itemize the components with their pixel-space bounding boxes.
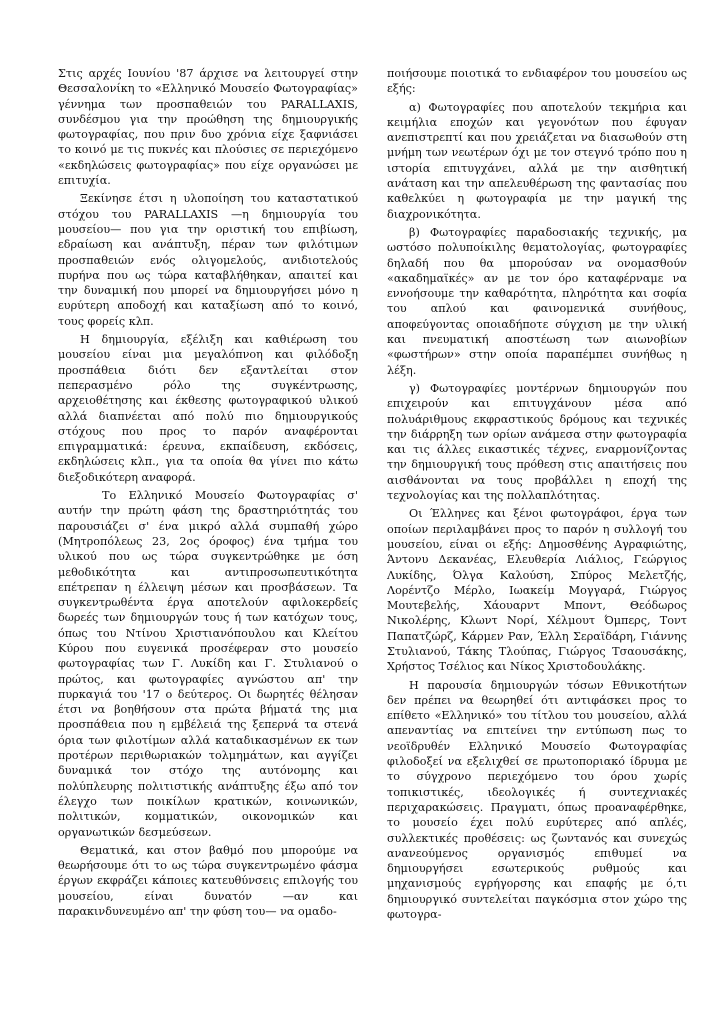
paragraph: Η δημιουργία, εξέλιξη και καθιέρωση του μουσείου είναι μια μεγαλόπνοη και φιλόδοξη προσπάθεια διότι δεν εξαντλείται στον πεπερασμένο ρόλο της συγκέντρωσης, αρχειοθέτησης και έκθεσης φωτογραφικού υλικού αλλά διαπνέεται από πολύ πιο δημιουργικούς στόχους που προς το παρόν αναφέρονται επιγραμματικά: έρευνα, εκπαίδευση, εκδόσεις, εκδηλώσεις κλπ., για τα οποία θα γίνει πιο κάτω διεξοδικότερη αναφορά. bbox=[58, 333, 358, 484]
paragraph: Η παρουσία δημιουργών τόσων Εθνικοτήτων δεν πρέπει να θεωρηθεί ότι αντιφάσκει προς το επίθετο «Ελληνικό» του τίτλου του μουσείου, αλλά απεναντίας να επιτείνει την εντύπωση πως το νεοϊδρυθέν Ελληνικό Μουσείο Φωτογραφίας φιλοδοξεί να εξελιχθεί σε πρωτοποριακό ίδρυμα με το σύγχρονο περιεχόμενο του όρου χωρίς τοπικιστικές, ιδεολογικές ή συντεχνιακές περιχαρακώσεις. Πραγματι, όπως προαναφέρθηκε, το μουσείο έχει πολύ ευρύτερες από απλές, συλλεκτικές προθέσεις: ως ζωντανός και συνεχώς ανανεούμενος οργανισμός επιθυμεί να δημιουργήσει εσωτερικούς ρυθμούς και μηχανισμούς εγρήγορσης και επαφής με ό,τι δημιουργικό συντελείται παγκόσμια στον χώρο της φωτογρα- bbox=[387, 678, 687, 922]
right-column bbox=[387, 66, 687, 925]
paragraph: Ξεκίνησε έτσι η υλοποίηση του καταστατικού στόχου του PARALLAXIS —η δημιουργία του μουσείου— που για την οριστική του επιβίωση, εδραίωση και ανάπτυξη, πέραν των φιλότιμων προσπαθειών ενός ολιγομελούς, ανιδιοτελούς πυρήνα που ως τώρα καταβλήθηκαν, απαιτεί και την δυναμική που μπορεί να δημιουργήσει μόνο η ευρύτερη αποδοχή και καταξίωση από το κοινό, τους φορείς κλπ. bbox=[58, 192, 358, 328]
paragraph: ποιήσουμε ποιοτικά το ενδιαφέρον του μουσείου ως εξής: bbox=[387, 67, 687, 96]
paragraph: α) Φωτογραφίες που αποτελούν τεκμήρια και κειμήλια εποχών και γεγονότων που έφυγαν ανεπιστρεπτί και που χρειάζεται να διασωθούν στη μνήμη των νεωτέρων όχι με τον στεγνό τρόπο που η ιστορία επιτυγχάνει, αλλά με την αισθητική ανάταση και την απελευθέρωση της φαντασίας που καθελκύει η φωτογραφία με την μαγική της διαχρονικότητα. bbox=[387, 100, 687, 221]
paragraph: Στις αρχές Ιουνίου '87 άρχισε να λειτουργεί στην Θεσσαλονίκη το «Ελληνικό Μουσείο Φωτογραφίας» γέννημα των προσπαθειών του PARALLAXIS, συνδέσμου για την προώθηση της δημιουργικής φωτογραφίας, που πριν δυο χρόνια είχε ξαφνιάσει το κοινό με τις πυκνές και πλούσιες σε περιεχόμενο «εκδηλώσεις φωτογραφίας» που είχε οργανώσει με επιτυχία. bbox=[58, 67, 358, 188]
paragraph: Το Ελληνικό Μουσείο Φωτογραφίας σ' αυτήν την πρώτη φάση της δραστηριότητάς του παρουσιάζει σ' ένα μικρό αλλά συμπαθή χώρο (Μητροπόλεως 23, 2ος όροφος) ένα τμήμα του υλικού που ως τώρα συγκεντρώθηκε με όση μεθοδικότητα και αντιπροσωπευτικότητα επέτρεπαν η έλλειψη μέσων και προσβάσεων. Τα συγκεντρωθέντα έργα αποτελούν αφιλοκερδείς δωρεές των δημιουργών τους ή των κατόχων τους, όπως του Ντίνου Χριστιανόπουλου και Κλείτου Κύρου που ευγενικά προσέφεραν στο μουσείο φωτογραφίας των Γ. Λυκίδη και Γ. Στυλιανού ο πρώτος, και φωτογραφίες αγνώστου απ' την πυρκαγιά του '17 ο δεύτερος. Οι δωρητές θέλησαν έτσι να βοηθήσουν στα πρώτα βήματά της μια προσπάθεια που η εμβέλειά της ξεπερνά τα στενά όρια των φιλοτίμων αλλά καταδικασμένων εκ των προτέρων περιθωριακών τολμημάτων, και αγγίζει δυναμικά τον στόχο της αυτόνομης και πολύπλευρης πολιτιστικής ανάπτυξης έξω από τον έλεγχο των ποικίλων κρατικών, κοινωνικών, πολιτικών, κομματικών, οικονομικών και οργανωτικών δεσμεύσεων. bbox=[58, 489, 358, 839]
paragraph: γ) Φωτογραφίες μοντέρνων δημιουργών που επιχειρούν και επιτυγχάνουν μέσα από πολυάριθμους εκφραστικούς δρόμους και τεχνικές την διάρρηξη των ορίων ανάμεσα στην φωτογραφία και τις άλλες εικαστικές τέχνες, εναρμονίζοντας την δημιουργική τους πρόθεση στις απαιτήσεις που αισθάνονται να τους προβάλλει η εποχή της τεχνολογίας και της πολλαπλότητας. bbox=[387, 381, 687, 503]
paragraph: β) Φωτογραφίες παραδοσιακής τεχνικής, μα ωστόσο πολυποίκιλης θεματολογίας, φωτογραφίες δηλαδή που θα μπορούσαν να ονομασθούν «ακαδημαϊκές» αν με τον όρο καταφέρναμε να εννοήσουμε την καθαρότητα, πληρότητα και σοφία του απλού και φαινομενικά συνήθους, αποφεύγοντας οποιαδήποτε σύγχιση με την υλική και πνευματική αποστέωση των αιωνοβίων «φωστήρων» στην οποία παραπέμπει συνήθως η λέξη. bbox=[387, 225, 687, 377]
paragraph: Θεματικά, και στον βαθμό που μπορούμε να θεωρήσουμε ότι το ως τώρα συγκεντρωμένο φάσμα έργων εκφράζει κάποιες κατευθύνσεις επιλογής του μουσείου, είναι δυνατόν —αν και παρακινδυνευμένο απ' την φύση του— να ομαδο- bbox=[58, 843, 358, 919]
paragraph: Οι Έλληνες και ξένοι φωτογράφοι, έργα των οποίων περιλαμβάνει προς το παρόν η συλλογή του μουσείου, είναι οι εξής: Δημοσθένης Αγραφιώτης, Άντονυ Δεκανέας, Ελευθερία Λιάλιος, Γεώργιος Λυκίδης, Όλγα Καλούση, Σπύρος Μελετζής, Λορέντζο Μέρλο, Ιωακείμ Μογγαρά, Γιώργος Μουτεβελής, Χάουαρντ Μποντ, Θεόδωρος Νικολέρης, Κλωντ Νορί, Χέλμουτ Όμπερς, Τοντ Παπατζώρζ, Κάρμεν Ραν, Έλλη Σεραϊδάρη, Γιάννης Στυλιανού, Τάκης Τλούπας, Γιώργος Τσαουσάκης, Χρήστος Τσέλιος και Νίκος Χριστοδουλάκης. bbox=[387, 507, 687, 674]
left-column bbox=[58, 66, 358, 922]
